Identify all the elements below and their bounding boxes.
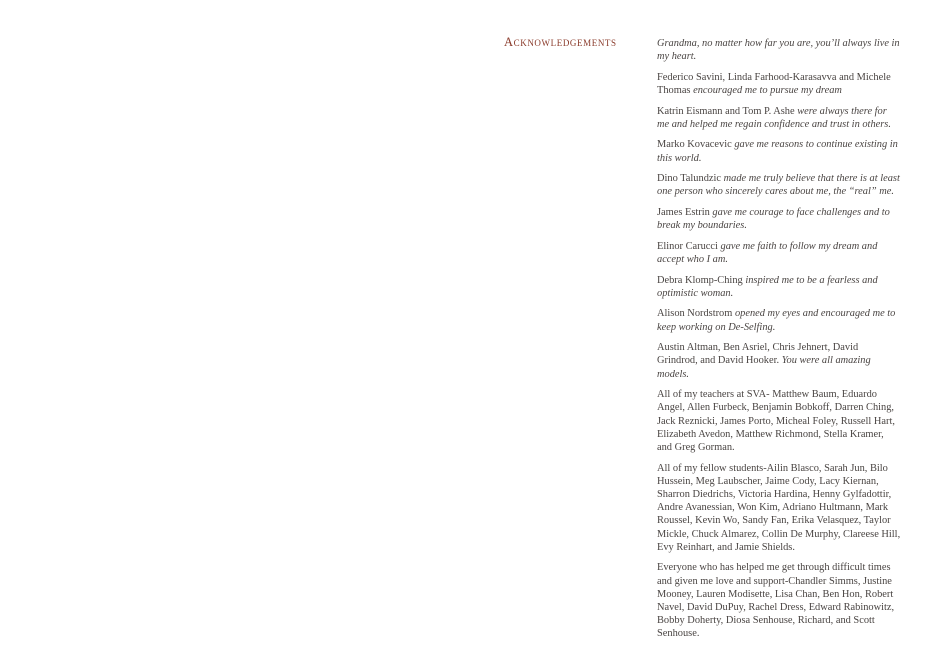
person-names: James Estrin (657, 206, 710, 218)
acknowledgement-text: gave me faith to follow my dream and accept who I am. (657, 240, 878, 265)
paragraph (657, 561, 901, 640)
section-heading: Acknowledgements (504, 35, 617, 49)
person-names: All of my teachers at SVA- Matthew Baum, Eduardo Angel, Allen Furbeck, Benjamin Bobkoff, Darren Ching, Jack Reznicki, James Porto, Micheal Foley, Russell Hart, Elizabeth Avedon, Matthew Richmond, Stella Kramer, and Greg Gorman. (657, 389, 895, 453)
acknowledgement-text: Grandma, no matter how far you are, you’ll always live in my heart. (657, 38, 900, 63)
paragraph (657, 105, 901, 131)
paragraph (657, 341, 901, 381)
paragraph (657, 240, 901, 266)
acknowledgement-text: were always there for me and helped me regain confidence and trust in others. (657, 105, 891, 130)
person-names: Debra Klomp-Ching (657, 274, 743, 286)
paragraph (657, 462, 901, 554)
person-names: Federico Savini, Linda Farhood-Karasavva and Michele Thomas (657, 71, 891, 96)
person-names: Marko Kovacevic (657, 139, 732, 151)
paragraph (657, 388, 901, 454)
paragraph (657, 37, 901, 63)
acknowledgement-text: opened my eyes and encouraged me to keep working on De-Selfing. (657, 308, 896, 333)
person-names: Everyone who has helped me get through difficult times and given me love and support-Chandler Simms, Justine Mooney, Lauren Modisette, Lisa Chan, Ben Hon, Robert Navel, David DuPuy, Rachel Dress, Edward Rabinowitz, Bobby Doherty, Diosa Senhouse, Richard, and Scott Senhouse. (657, 562, 895, 640)
paragraph (657, 307, 901, 333)
person-names: Elinor Carucci (657, 240, 718, 252)
acknowledgement-text: inspired me to be a fearless and optimistic woman. (657, 274, 878, 299)
paragraph (657, 138, 901, 164)
person-names: Alison Nordstrom (657, 308, 733, 320)
acknowledgement-text: gave me courage to face challenges and to break my boundaries. (657, 206, 890, 232)
acknowledgement-text: gave me reasons to continue existing in this world. (657, 139, 898, 164)
person-names: Austin Altman, Ben Asriel, Chris Jehnert, David Grindrod, and David Hooker. (657, 342, 859, 367)
acknowledgements-text (657, 37, 901, 648)
acknowledgement-text: made me truly believe that there is at least one person who sincerely cares about me, the “real” me. (657, 173, 900, 198)
paragraph (657, 71, 901, 97)
person-names: All of my fellow students-Ailin Blasco, Sarah Jun, Bilo Hussein, Meg Laubscher, Jaime Cody, Lacy Kiernan, Sharron Diedrichs, Victoria Hardina, Henny Gylfadottir, Andre Avanessian, Won Kim, Adriano Hultmann, Mark Roussel, Kevin Wo, Sandy Fan, Erika Velasquez, Taylor Mickle, Chuck Almarez, Collin De Murphy, Clareese Hill, Evy Reinhart, and Jamie Shields. (657, 462, 901, 553)
paragraph (657, 206, 901, 232)
person-names: Katrin Eismann and Tom P. Ashe (657, 105, 795, 117)
paragraph (657, 274, 901, 300)
paragraph (657, 172, 901, 198)
person-names: Dino Talundzic (657, 173, 722, 185)
acknowledgement-text: encouraged me to pursue my dream (693, 85, 842, 96)
acknowledgement-text: You were all amazing models. (657, 355, 871, 380)
